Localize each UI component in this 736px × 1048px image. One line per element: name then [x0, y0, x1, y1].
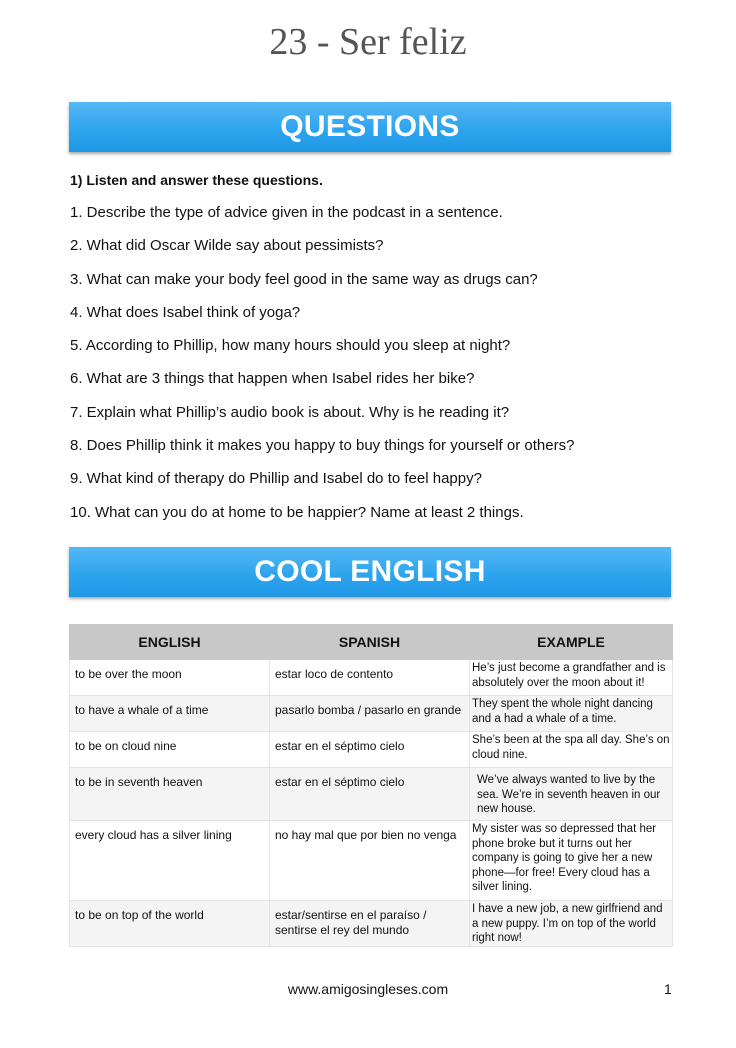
instruction-text: 1) Listen and answer these questions. — [70, 172, 323, 188]
footer-website: www.amigosingleses.com — [287, 981, 449, 997]
table-header-row — [70, 625, 673, 660]
spanish-cell: estar en el séptimo cielo — [270, 768, 470, 821]
example-cell: I have a new job, a new girlfriend and a new puppy. I’m on top of the world right now! — [470, 901, 673, 947]
english-cell: to be on cloud nine — [70, 732, 270, 768]
spanish-cell: pasarlo bomba / pasarlo en grande — [270, 696, 470, 732]
table-row — [70, 660, 673, 696]
question-item: 4. What does Isabel think of yoga? — [70, 303, 301, 321]
question-item: 3. What can make your body feel good in the same way as drugs can? — [70, 270, 538, 288]
page-number: 1 — [664, 981, 672, 997]
table-row — [70, 821, 673, 901]
spanish-cell: estar/sentirse en el paraíso / sentirse el rey del mundo — [270, 901, 470, 947]
question-item: 9. What kind of therapy do Phillip and Isabel do to feel happy? — [70, 470, 482, 488]
example-cell: My sister was so depressed that her phone broke but it turns out her company is going to give her a new phone—for free! Every cloud has a silver lining. — [470, 821, 673, 901]
question-item: 2. What did Oscar Wilde say about pessimists? — [70, 237, 384, 255]
question-item: 7. Explain what Phillip’s audio book is about. Why is he reading it? — [70, 403, 510, 421]
table-row — [70, 768, 673, 821]
table-row — [70, 696, 673, 732]
question-list — [70, 203, 680, 536]
header-example: EXAMPLE — [470, 625, 673, 660]
question-item: 5. According to Phillip, how many hours should you sleep at night? — [70, 337, 511, 355]
english-cell: to have a whale of a time — [70, 696, 270, 732]
example-cell: They spent the whole night dancing and a had a whale of a time. — [470, 696, 673, 732]
example-cell: We’ve always wanted to live by the sea. We’re in seventh heaven in our new house. — [470, 768, 673, 821]
english-cell: every cloud has a silver lining — [70, 821, 270, 901]
vocabulary-table — [69, 624, 673, 947]
example-cell: He’s just become a grandfather and is absolutely over the moon about it! — [470, 660, 673, 696]
table-row — [70, 732, 673, 768]
question-item: 10. What can you do at home to be happier? Name at least 2 things. — [70, 503, 524, 521]
spanish-cell: estar loco de contento — [270, 660, 470, 696]
cool-english-banner: COOL ENGLISH — [69, 547, 671, 597]
question-item: 8. Does Phillip think it makes you happy to buy things for yourself or others? — [70, 437, 575, 455]
questions-banner: QUESTIONS — [69, 102, 671, 152]
english-cell: to be on top of the world — [70, 901, 270, 947]
page-title: 23 - Ser feliz — [269, 21, 467, 63]
example-cell: She’s been at the spa all day. She’s on cloud nine. — [470, 732, 673, 768]
header-spanish: SPANISH — [270, 625, 470, 660]
question-item: 6. What are 3 things that happen when Isabel rides her bike? — [70, 370, 475, 388]
question-item: 1. Describe the type of advice given in the podcast in a sentence. — [70, 204, 503, 221]
english-cell: to be in seventh heaven — [70, 768, 270, 821]
english-cell: to be over the moon — [70, 660, 270, 696]
spanish-cell: no hay mal que por bien no venga — [270, 821, 470, 901]
spanish-cell: estar en el séptimo cielo — [270, 732, 470, 768]
table-row — [70, 901, 673, 947]
header-english: ENGLISH — [70, 625, 270, 660]
